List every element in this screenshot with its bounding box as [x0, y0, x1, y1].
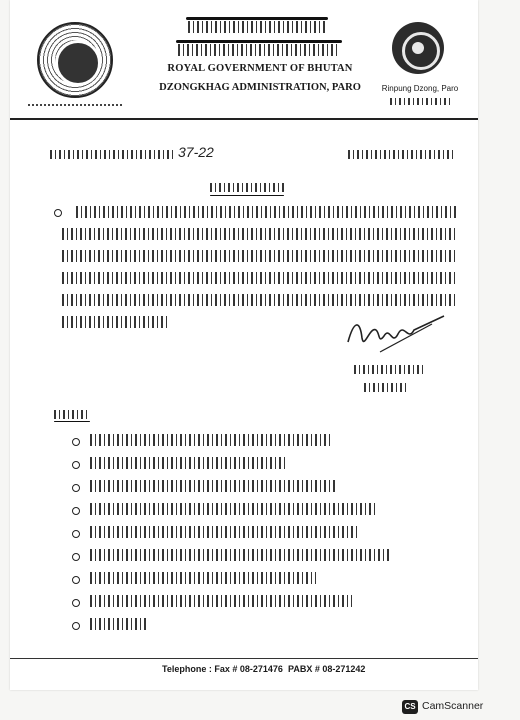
- reference-script: [50, 150, 176, 159]
- body-line: [62, 294, 456, 306]
- body-line: [62, 316, 170, 328]
- copy-to-underline: [54, 421, 90, 422]
- dzongkha-heading-script-2: [178, 44, 340, 56]
- letter-page: [10, 0, 478, 690]
- distribution-item: [90, 526, 360, 538]
- org-name: ROYAL GOVERNMENT OF BHUTAN: [167, 63, 353, 74]
- signature-image: [340, 312, 450, 362]
- list-number-mark: [72, 484, 80, 492]
- pabx-number: PABX # 08-271242: [288, 664, 366, 674]
- letterhead: [10, 0, 478, 120]
- division-name: DZONGKHAG ADMINISTRATION, PARO: [159, 82, 361, 93]
- list-number-mark: [72, 622, 80, 630]
- list-number-mark: [72, 507, 80, 515]
- distribution-item: [90, 572, 316, 584]
- national-emblem-icon: [37, 22, 113, 98]
- signatory-title-script: [364, 383, 408, 392]
- distribution-item: [90, 457, 286, 469]
- list-number-mark: [72, 553, 80, 561]
- camscanner-watermark: CamScanner: [422, 700, 484, 712]
- dzongkha-heading-line-2: [176, 40, 342, 43]
- body-line: [62, 228, 456, 240]
- list-number-mark: [72, 461, 80, 469]
- body-line: [76, 206, 456, 218]
- list-number-mark: [72, 576, 80, 584]
- dzongkhag-logo-icon: [392, 22, 444, 74]
- location-text: Rinpung Dzong, Paro: [381, 84, 459, 93]
- signatory-name-script: [354, 365, 426, 374]
- header-rule: [10, 118, 478, 120]
- distribution-item: [90, 595, 352, 607]
- subject-underline: [210, 195, 284, 196]
- date-script: [348, 150, 454, 159]
- camscanner-logo-icon: CS: [402, 700, 418, 714]
- footer-rule: [10, 658, 478, 659]
- distribution-item: [90, 618, 148, 630]
- reference-number: 37-22: [178, 144, 214, 160]
- body-line: [62, 272, 456, 284]
- location-script: [390, 98, 452, 105]
- paragraph-number-mark: [54, 209, 62, 217]
- list-number-mark: [72, 438, 80, 446]
- distribution-item: [90, 503, 378, 515]
- dzongkha-heading-script-1: [188, 21, 326, 33]
- subject-script: [210, 183, 284, 192]
- telephone-fax: Telephone : Fax # 08-271476: [162, 664, 283, 674]
- body-line: [62, 250, 456, 262]
- emblem-caption-script: [28, 96, 122, 106]
- distribution-item: [90, 434, 330, 446]
- list-number-mark: [72, 530, 80, 538]
- dzongkha-heading-line-1: [186, 17, 328, 20]
- distribution-item: [90, 549, 390, 561]
- copy-to-heading-script: [54, 410, 90, 419]
- list-number-mark: [72, 599, 80, 607]
- distribution-item: [90, 480, 336, 492]
